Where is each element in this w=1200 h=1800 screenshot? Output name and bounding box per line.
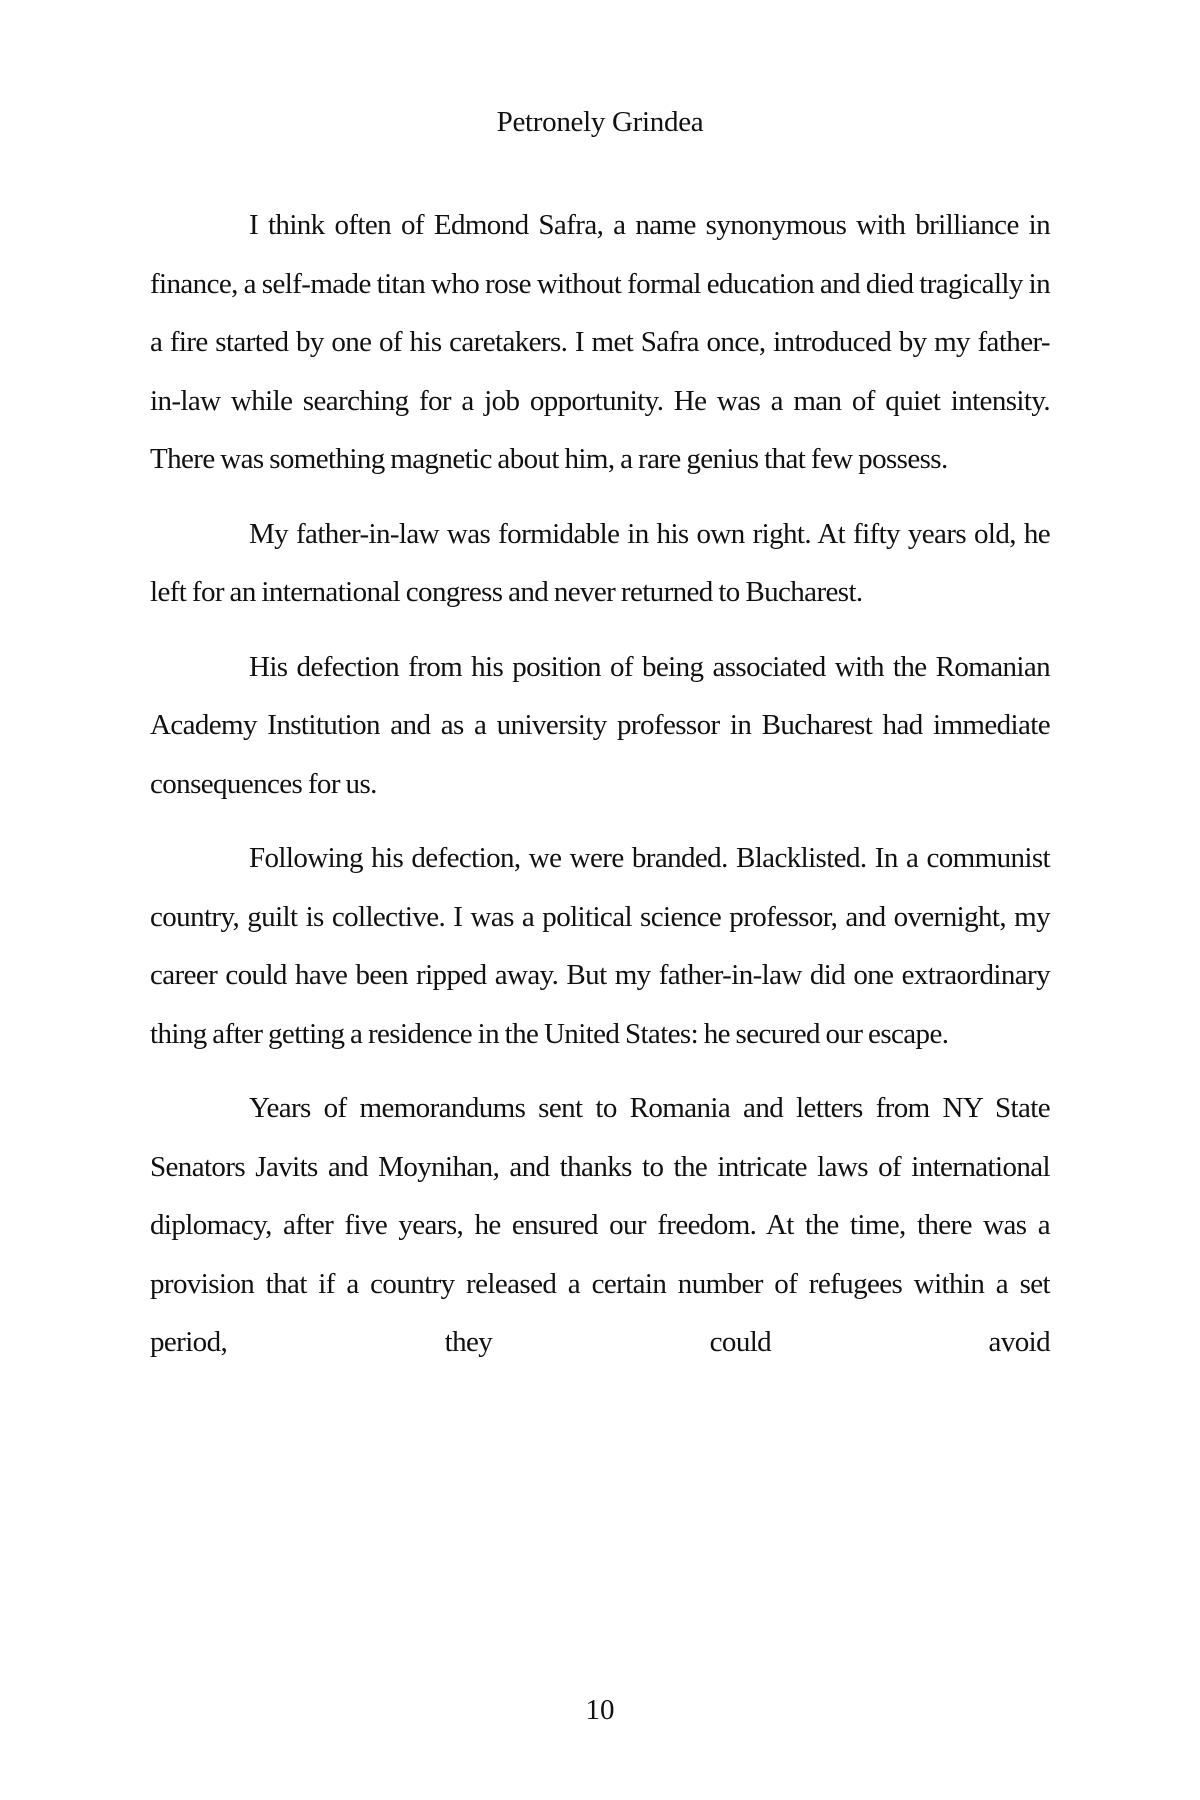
paragraph: I think often of Edmond Safra, a name synonymous with brilliance in finance, a self-made titan who rose without formal education and died tragically in a fire started by one of his caretakers. I met Safra once, introduced by my father-in-law while searching for a job opportunity. He was a man of quiet intensity. There was something magnetic about him, a rare genius that few possess. — [150, 209, 1050, 475]
page-body — [150, 196, 1050, 1388]
page-number: 10 — [585, 1694, 615, 1726]
paragraph: Years of memorandums sent to Romania and letters from NY State Senators Javits and Moynihan, and thanks to the intricate laws of international diplomacy, after five years, he ensured our freedom. At the time, there was a provision that if a country released a certain number of refugees within a set period, they could avoid — [150, 1092, 1050, 1358]
paragraph: Following his defection, we were branded. Blacklisted. In a communist country, guilt is collective. I was a political science professor, and overnight, my career could have been ripped away. But my father-in-law did one extraordinary thing after getting a residence in the United States: he secured our escape. — [150, 842, 1050, 1050]
paragraph: My father-in-law was formidable in his own right. At fifty years old, he left for an international congress and never returned to Bucharest. — [150, 517, 1050, 608]
paragraph: His defection from his position of being associated with the Romanian Academy Institution and as a university professor in Bucharest had immediate consequences for us. — [150, 650, 1050, 800]
running-header: Petronely Grindea — [496, 106, 704, 138]
